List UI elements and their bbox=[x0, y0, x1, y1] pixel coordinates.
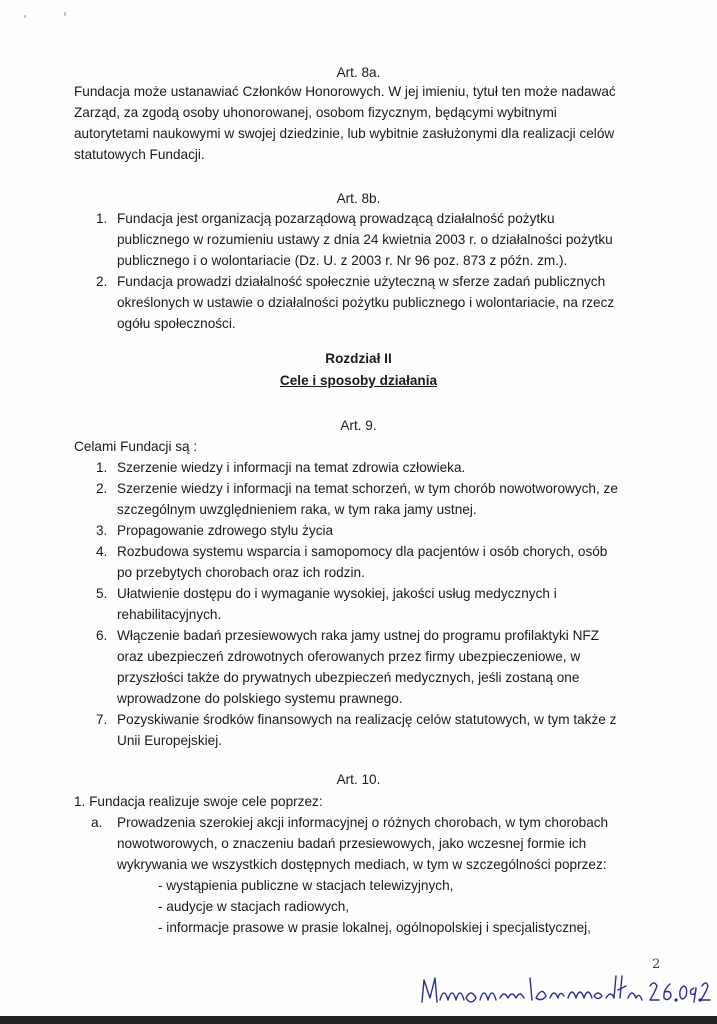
art10-heading: Art. 10. bbox=[336, 772, 381, 787]
art8b-item-line: Fundacja prowadzi działalność społecznie użyteczną w sferze zadań publicznych bbox=[117, 274, 606, 289]
chapter-subtitle-wrap bbox=[0, 372, 717, 390]
art8b-item-line: Fundacja jest organizacją pozarządową prowadzącą działalność pożytku bbox=[117, 211, 555, 226]
art9-heading: Art. 9. bbox=[340, 418, 377, 433]
list-number: 2. bbox=[96, 274, 108, 289]
list-letter: a. bbox=[91, 815, 103, 830]
art9-item-line: Pozyskiwanie środków finansowych na realizację celów statutowych, w tym także z bbox=[117, 712, 617, 727]
art9-item-line: wprowadzone do polskiego systemu prawnego. bbox=[117, 691, 403, 706]
art9-item-line: przyszłości także do prywatnych ubezpieczeń medycznych, jeśli zostaną one bbox=[117, 670, 580, 685]
art10-item-line: Prowadzenia szerokiej akcji informacyjnej o różnych chorobach, w tym chorobach bbox=[117, 815, 609, 830]
list-number: 1. bbox=[96, 211, 108, 226]
art10-item-line: nowotworowych, o znaczeniu badań przesiewowych, jako wczesnej formie ich bbox=[117, 836, 587, 851]
handwritten-signature bbox=[418, 968, 714, 1012]
list-number: 4. bbox=[96, 544, 108, 559]
art10-intro: 1. Fundacja realizuje swoje cele poprzez: bbox=[74, 794, 323, 809]
art9-item-line: Włączenie badań przesiewowych raka jamy ustnej do programu profilaktyki NFZ bbox=[117, 628, 600, 643]
bullet-line: - wystąpienia publiczne w stacjach telewizyjnych, bbox=[158, 878, 454, 893]
scan-bottom-edge bbox=[0, 1016, 717, 1024]
list-number: 7. bbox=[96, 712, 108, 727]
art8b-item-line: publicznego i o wolontariacie (Dz. U. z 2003 r. Nr 96 poz. 873 z późn. zm.). bbox=[117, 253, 568, 268]
art8a-heading: Art. 8a. bbox=[336, 65, 381, 80]
art8a-line: Fundacja może ustanawiać Członków Honorowych. W jej imieniu, tytuł ten może nadawać bbox=[74, 84, 616, 99]
art10-item-line: wykrywania we wszystkich dostępnych mediach, w tym w szczególności poprzez: bbox=[117, 857, 607, 872]
scan-speck bbox=[24, 15, 26, 18]
list-number: 2. bbox=[96, 481, 108, 496]
list-number: 3. bbox=[96, 523, 108, 538]
art8a-line: statutowych Fundacji. bbox=[74, 147, 205, 162]
list-number: 6. bbox=[96, 628, 108, 643]
bullet-line: - informacje prasowe w prasie lokalnej, ogólnopolskiej i specjalistycznej, bbox=[158, 920, 591, 935]
bullet-line: - audycje w stacjach radiowych, bbox=[158, 899, 350, 914]
list-number: 1. bbox=[96, 460, 108, 475]
chapter-subtitle: Cele i sposoby działania bbox=[279, 373, 438, 388]
art9-item-line: Rozbudowa systemu wsparcia i samopomocy dla pacjentów i osób chorych, osób bbox=[117, 544, 608, 559]
list-number: 5. bbox=[96, 586, 108, 601]
art8a-line: Zarząd, za zgodą osoby uhonorowanej, osobom fizycznym, będącymi wybitnymi bbox=[74, 105, 557, 120]
art9-intro: Celami Fundacji są : bbox=[74, 439, 198, 454]
chapter-title: Rozdział II bbox=[325, 351, 392, 366]
art9-item-line: Ułatwienie dostępu do i wymaganie wysokiej, jakości usług medycznych i bbox=[117, 586, 557, 601]
scan-speck bbox=[64, 12, 66, 16]
art9-item-line: oraz ubezpieczeń zdrowotnych oferowanych przez firmy ubezpieczeniowe, w bbox=[117, 649, 581, 664]
art8b-heading: Art. 8b. bbox=[336, 191, 381, 206]
art9-item-line: Szerzenie wiedzy i informacji na temat schorzeń, w tym chorób nowotworowych, ze bbox=[117, 481, 618, 496]
page-number: 2 bbox=[652, 957, 661, 972]
art9-item-line: Unii Europejskiej. bbox=[117, 733, 223, 748]
art9-item-line: Szerzenie wiedzy i informacji na temat zdrowia człowieka. bbox=[117, 460, 466, 475]
art9-item-line: szczególnym uwzględnieniem raka, w tym raka jamy ustnej. bbox=[117, 502, 477, 517]
art9-item-line: rehabilitacyjnych. bbox=[117, 607, 222, 622]
art9-item-line: po przebytych chorobach oraz ich rodzin. bbox=[117, 565, 365, 580]
art8b-item-line: publicznego w rozumieniu ustawy z dnia 24 kwietnia 2003 r. o działalności pożytku bbox=[117, 232, 613, 247]
art8a-line: autorytetami naukowymi w swojej dziedzinie, lub wybitnie zasłużonymi dla realizacji celów bbox=[74, 126, 615, 141]
art8b-item-line: ogółu społeczności. bbox=[117, 316, 236, 331]
art8b-item-line: określonych w ustawie o działalności pożytku publicznego i wolontariacie, na rzecz bbox=[117, 295, 615, 310]
art9-item-line: Propagowanie zdrowego stylu życia bbox=[117, 523, 334, 538]
